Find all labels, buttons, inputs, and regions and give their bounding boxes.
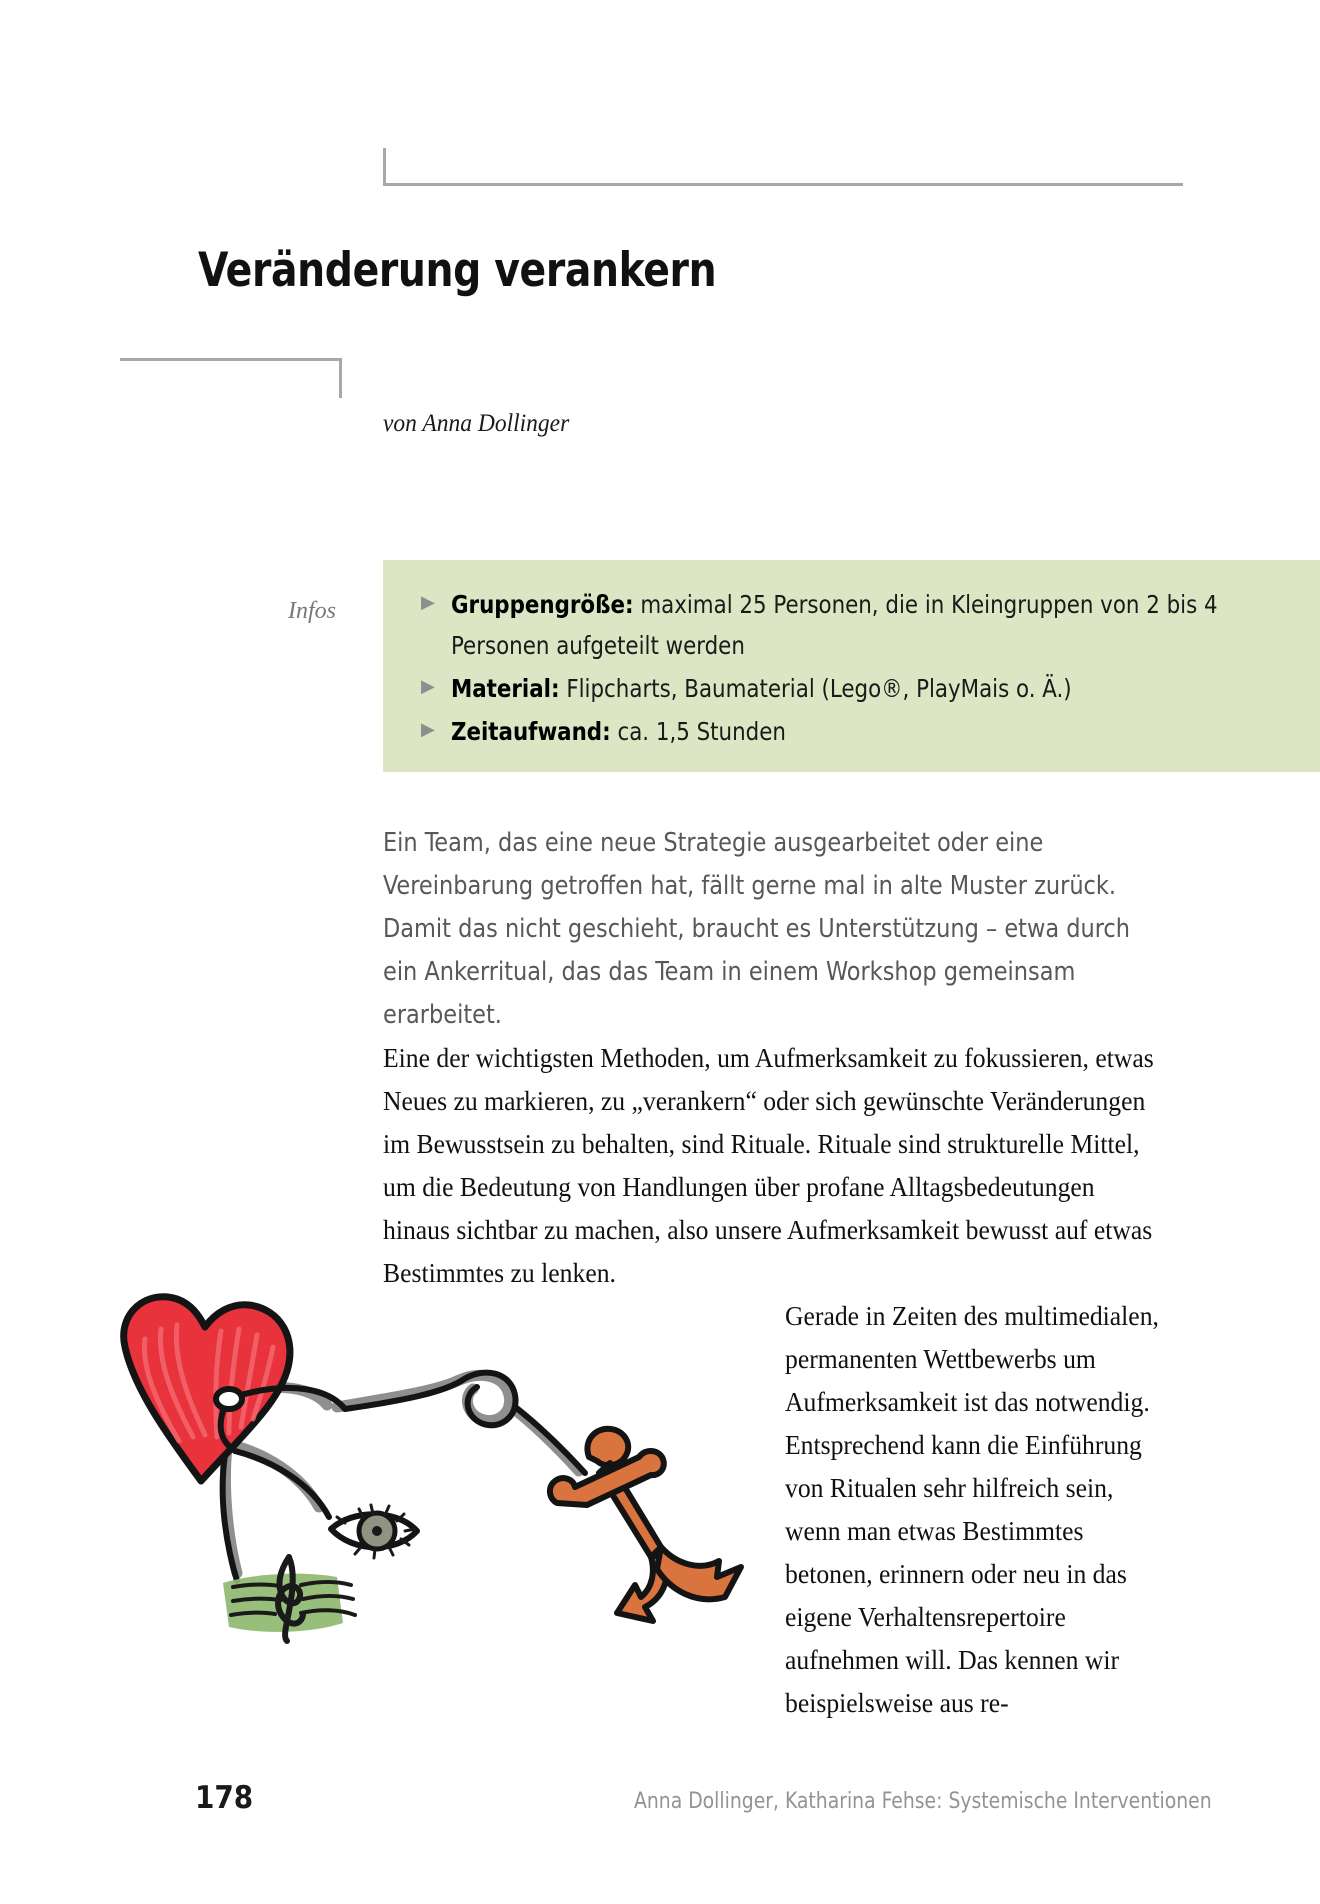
triangle-right-icon: ▶ [421, 676, 435, 696]
triangle-right-icon: ▶ [421, 592, 435, 612]
list-item [421, 668, 1300, 709]
decorative-bracket-left [120, 358, 342, 398]
footer-credit: Anna Dollinger, Katharina Fehse: Systemische Interventionen [634, 1789, 1212, 1814]
intro-paragraph: Ein Team, das eine neue Strategie ausgearbeitet oder eine Vereinbarung getroffen hat, fällt gerne mal in alte Muster zurück. Damit das nicht geschieht, braucht es Unterstützung – etwa durch ein Ankerritual, das das Team in einem Workshop gemeinsam erarbeitet. [383, 828, 1130, 1030]
list-item [421, 711, 1300, 752]
infos-label: Infos [288, 598, 336, 624]
page-title: Veränderung verankern [198, 243, 717, 298]
decorative-bracket-top [383, 148, 1183, 186]
body-paragraph-3: Gerade in Zeiten des multimedialen, permanenten Wettbewerbs um Aufmerksamkeit ist das notwendig. Entsprechend kann die Einführung von Ritualen sehr hilfreich sein, wenn man etwas Bestimmtes betonen, erinnern oder neu in das eigene Verhaltensrepertoire aufnehmen will. Das kennen wir beispielsweise aus re- [785, 1301, 1159, 1718]
infos-item-detail: maximal 25 Personen, die in Kleingruppen von 2 bis 4 Personen aufgeteilt werden [451, 590, 1218, 660]
eye-shape [331, 1505, 417, 1558]
infos-item-term: Gruppengröße: [451, 590, 634, 619]
infos-item-detail: ca. 1,5 Stunden [610, 717, 786, 746]
music-note-card [223, 1557, 355, 1641]
triangle-right-icon: ▶ [421, 719, 435, 739]
list-item [421, 584, 1300, 666]
infos-item-term: Zeitaufwand: [451, 717, 611, 746]
rope-knot [216, 1389, 242, 1409]
infos-box [383, 560, 1320, 772]
body-paragraph-2: Eine der wichtigsten Methoden, um Aufmerksamkeit zu fokussieren, etwas Neues zu markieren, zu „verankern“ oder sich gewünschte Veränderungen im Bewusstsein zu behalten, sind Rituale. Rituale sind strukturelle Mittel, um die Bedeutung von Handlungen über profane Alltagsbedeutungen hinaus sichtbar zu machen, also unsere Aufmerksamkeit bewusst auf etwas Bestimmtes zu lenken. [383, 1043, 1154, 1288]
page-number: 178 [195, 1780, 254, 1816]
infos-list [421, 584, 1300, 754]
author-byline: von Anna Dollinger [383, 410, 570, 437]
anchor-shape [550, 1429, 741, 1621]
infos-item-text [451, 584, 1258, 666]
infos-item-text [451, 711, 1258, 752]
ritual-illustration [105, 1285, 745, 1675]
infos-item-text [451, 668, 1258, 709]
infos-item-detail: Flipcharts, Baumaterial (Lego®, PlayMais o. Ä.) [559, 674, 1072, 703]
infos-item-term: Material: [451, 674, 560, 703]
